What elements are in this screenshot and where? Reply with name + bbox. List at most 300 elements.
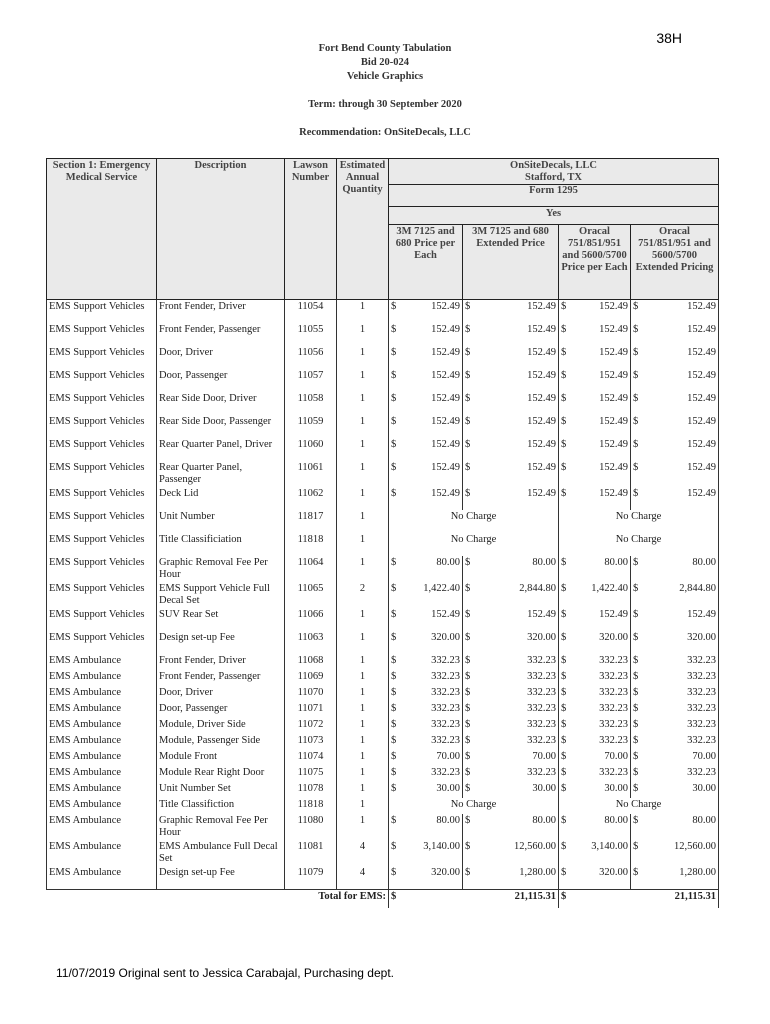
amount: 1,280.00 (679, 867, 716, 878)
row-3m-each (389, 582, 463, 608)
currency-symbol: $ (633, 347, 639, 358)
row-3m-ext (463, 782, 559, 798)
amount: 332.23 (527, 719, 556, 730)
table-row (47, 608, 719, 631)
row-quantity: 1 (337, 300, 389, 324)
row-no-charge-3m: No Charge (389, 798, 559, 814)
currency-symbol: $ (465, 735, 471, 746)
table-row (47, 582, 719, 608)
currency-symbol: $ (633, 632, 639, 643)
row-description: SUV Rear Set (157, 608, 285, 631)
row-lawson: 11075 (285, 766, 337, 782)
currency-symbol: $ (391, 557, 397, 568)
currency-symbol: $ (561, 891, 567, 902)
row-description: Title Classificiation (157, 533, 285, 556)
currency-symbol: $ (561, 557, 567, 568)
row-description: Graphic Removal Fee Per Hour (157, 814, 285, 840)
col-description-header: Description (157, 159, 285, 300)
amount: 332.23 (599, 703, 628, 714)
row-3m-ext (463, 840, 559, 866)
currency-symbol: $ (391, 439, 397, 450)
row-description: Graphic Removal Fee Per Hour (157, 556, 285, 582)
row-3m-each (389, 654, 463, 670)
row-no-charge-oracal: No Charge (559, 533, 719, 556)
row-3m-ext (463, 461, 559, 487)
vendor-city: Stafford, TX (525, 172, 582, 183)
table-row (47, 323, 719, 346)
row-section: EMS Ambulance (47, 782, 157, 798)
row-section: EMS Ambulance (47, 686, 157, 702)
row-quantity: 1 (337, 631, 389, 654)
row-oracal-each (559, 556, 631, 582)
currency-symbol: $ (633, 488, 639, 499)
row-oracal-each (559, 415, 631, 438)
amount: 152.49 (687, 609, 716, 620)
row-3m-ext (463, 392, 559, 415)
row-oracal-each (559, 686, 631, 702)
row-lawson: 11818 (285, 533, 337, 556)
currency-symbol: $ (561, 671, 567, 682)
row-description: Deck Lid (157, 487, 285, 510)
currency-symbol: $ (561, 583, 567, 594)
row-no-charge-3m: No Charge (389, 510, 559, 533)
row-3m-each (389, 487, 463, 510)
table-row (47, 300, 719, 324)
amount: 152.49 (687, 301, 716, 312)
currency-symbol: $ (561, 867, 567, 878)
total-label: Total for EMS: (47, 890, 389, 909)
row-lawson: 11064 (285, 556, 337, 582)
row-oracal-ext (631, 487, 719, 510)
row-quantity: 1 (337, 702, 389, 718)
row-lawson: 11070 (285, 686, 337, 702)
table-row (47, 718, 719, 734)
currency-symbol: $ (391, 609, 397, 620)
currency-symbol: $ (561, 439, 567, 450)
row-oracal-each (559, 631, 631, 654)
currency-symbol: $ (391, 867, 397, 878)
row-quantity: 1 (337, 766, 389, 782)
row-section: EMS Support Vehicles (47, 582, 157, 608)
row-3m-ext (463, 369, 559, 392)
row-lawson: 11071 (285, 702, 337, 718)
currency-symbol: $ (465, 324, 471, 335)
amount: 320.00 (431, 632, 460, 643)
row-3m-ext (463, 734, 559, 750)
table-row (47, 840, 719, 866)
row-oracal-ext (631, 631, 719, 654)
row-lawson: 11057 (285, 369, 337, 392)
currency-symbol: $ (391, 767, 397, 778)
currency-symbol: $ (465, 609, 471, 620)
row-oracal-each (559, 346, 631, 369)
row-lawson: 11054 (285, 300, 337, 324)
row-lawson: 11062 (285, 487, 337, 510)
row-description: Unit Number Set (157, 782, 285, 798)
row-section: EMS Support Vehicles (47, 323, 157, 346)
row-quantity: 1 (337, 392, 389, 415)
row-3m-each (389, 814, 463, 840)
table-row (47, 631, 719, 654)
currency-symbol: $ (633, 462, 639, 473)
amount: 152.49 (687, 370, 716, 381)
amount: 332.23 (527, 655, 556, 666)
currency-symbol: $ (561, 767, 567, 778)
table-row (47, 392, 719, 415)
col-lawson-header: Lawson Number (285, 159, 337, 300)
currency-symbol: $ (465, 687, 471, 698)
amount: 70.00 (604, 751, 628, 762)
amount: 70.00 (692, 751, 716, 762)
row-quantity: 1 (337, 670, 389, 686)
amount: 152.49 (431, 609, 460, 620)
document-header (0, 42, 770, 140)
row-quantity: 1 (337, 415, 389, 438)
currency-symbol: $ (391, 347, 397, 358)
currency-symbol: $ (391, 783, 397, 794)
amount: 332.23 (431, 655, 460, 666)
row-quantity: 1 (337, 487, 389, 510)
amount: 30.00 (604, 783, 628, 794)
currency-symbol: $ (561, 655, 567, 666)
amount: 332.23 (527, 687, 556, 698)
amount: 152.49 (431, 439, 460, 450)
row-description: EMS Ambulance Full Decal Set (157, 840, 285, 866)
row-lawson: 11078 (285, 782, 337, 798)
currency-symbol: $ (465, 767, 471, 778)
row-3m-each (389, 782, 463, 798)
row-quantity: 1 (337, 718, 389, 734)
row-oracal-each (559, 438, 631, 461)
form-label: Form 1295 (389, 184, 718, 197)
amount: 70.00 (532, 751, 556, 762)
table-row (47, 369, 719, 392)
amount: 332.23 (687, 687, 716, 698)
currency-symbol: $ (561, 370, 567, 381)
row-quantity: 1 (337, 438, 389, 461)
row-oracal-ext (631, 608, 719, 631)
table-row (47, 766, 719, 782)
row-oracal-each (559, 369, 631, 392)
row-quantity: 4 (337, 866, 389, 890)
row-description: Front Fender, Driver (157, 300, 285, 324)
table-row (47, 702, 719, 718)
total-3m (389, 890, 559, 909)
table-row (47, 654, 719, 670)
row-quantity: 1 (337, 686, 389, 702)
currency-symbol: $ (391, 324, 397, 335)
amount: 12,560.00 (674, 841, 716, 852)
row-description: Design set-up Fee (157, 631, 285, 654)
row-section: EMS Support Vehicles (47, 415, 157, 438)
row-3m-each (389, 670, 463, 686)
row-3m-ext (463, 702, 559, 718)
header-bid: Bid 20-024 (360, 57, 410, 68)
amount: 21,115.31 (514, 891, 556, 902)
row-section: EMS Support Vehicles (47, 346, 157, 369)
amount: 152.49 (687, 462, 716, 473)
currency-symbol: $ (391, 891, 397, 902)
row-description: Module, Driver Side (157, 718, 285, 734)
currency-symbol: $ (633, 687, 639, 698)
row-3m-each (389, 438, 463, 461)
currency-symbol: $ (465, 867, 471, 878)
row-section: EMS Ambulance (47, 798, 157, 814)
row-section: EMS Support Vehicles (47, 438, 157, 461)
row-section: EMS Ambulance (47, 734, 157, 750)
currency-symbol: $ (561, 815, 567, 826)
row-lawson: 11066 (285, 608, 337, 631)
row-3m-each (389, 346, 463, 369)
row-no-charge-oracal: No Charge (559, 798, 719, 814)
row-3m-each (389, 686, 463, 702)
amount: 332.23 (687, 703, 716, 714)
amount: 152.49 (431, 301, 460, 312)
col-oracal-ext-header: Oracal 751/851/951 and 5600/5700 Extended Pricing (631, 225, 719, 300)
amount: 332.23 (599, 655, 628, 666)
row-quantity: 1 (337, 608, 389, 631)
col-quantity-header: Estimated Annual Quantity (337, 159, 389, 300)
row-oracal-each (559, 300, 631, 324)
row-oracal-ext (631, 718, 719, 734)
currency-symbol: $ (465, 783, 471, 794)
amount: 30.00 (692, 783, 716, 794)
amount: 1,280.00 (519, 867, 556, 878)
currency-symbol: $ (465, 632, 471, 643)
currency-symbol: $ (391, 301, 397, 312)
row-description: Rear Side Door, Passenger (157, 415, 285, 438)
row-3m-ext (463, 608, 559, 631)
amount: 1,422.40 (423, 583, 460, 594)
amount: 152.49 (527, 370, 556, 381)
row-quantity: 1 (337, 461, 389, 487)
form-answer: Yes (389, 207, 719, 225)
row-3m-each (389, 392, 463, 415)
row-3m-ext (463, 438, 559, 461)
currency-symbol: $ (465, 488, 471, 499)
row-oracal-each (559, 840, 631, 866)
currency-symbol: $ (391, 583, 397, 594)
currency-symbol: $ (391, 393, 397, 404)
amount: 80.00 (436, 815, 460, 826)
currency-symbol: $ (633, 719, 639, 730)
currency-symbol: $ (465, 557, 471, 568)
row-description: Door, Driver (157, 346, 285, 369)
currency-symbol: $ (391, 671, 397, 682)
row-lawson: 11058 (285, 392, 337, 415)
row-description: Front Fender, Driver (157, 654, 285, 670)
amount: 152.49 (599, 324, 628, 335)
header-recommendation: Recommendation: OnSiteDecals, LLC (299, 127, 471, 138)
row-oracal-ext (631, 670, 719, 686)
table-row (47, 510, 719, 533)
row-lawson: 11060 (285, 438, 337, 461)
row-section: EMS Support Vehicles (47, 510, 157, 533)
table-row (47, 866, 719, 890)
table-row (47, 782, 719, 798)
row-lawson: 11065 (285, 582, 337, 608)
amount: 152.49 (431, 488, 460, 499)
table-row (47, 533, 719, 556)
row-no-charge-oracal: No Charge (559, 510, 719, 533)
amount: 152.49 (599, 462, 628, 473)
row-quantity: 1 (337, 750, 389, 766)
row-description: Door, Passenger (157, 702, 285, 718)
amount: 152.49 (687, 347, 716, 358)
total-oracal (559, 890, 719, 909)
table-row (47, 415, 719, 438)
row-3m-ext (463, 866, 559, 890)
amount: 152.49 (527, 301, 556, 312)
amount: 320.00 (527, 632, 556, 643)
row-3m-each (389, 556, 463, 582)
row-oracal-ext (631, 346, 719, 369)
amount: 332.23 (431, 719, 460, 730)
row-oracal-each (559, 750, 631, 766)
header-county: Fort Bend County Tabulation (318, 43, 452, 54)
row-oracal-each (559, 766, 631, 782)
currency-symbol: $ (633, 703, 639, 714)
currency-symbol: $ (391, 751, 397, 762)
row-3m-each (389, 866, 463, 890)
currency-symbol: $ (391, 488, 397, 499)
row-quantity: 1 (337, 654, 389, 670)
row-lawson: 11068 (285, 654, 337, 670)
row-lawson: 11056 (285, 346, 337, 369)
currency-symbol: $ (633, 767, 639, 778)
amount: 80.00 (692, 557, 716, 568)
vendor-header (389, 159, 719, 207)
row-3m-each (389, 631, 463, 654)
row-oracal-each (559, 323, 631, 346)
row-description: Module, Passenger Side (157, 734, 285, 750)
header-term: Term: through 30 September 2020 (308, 99, 462, 110)
row-3m-ext (463, 346, 559, 369)
amount: 80.00 (604, 557, 628, 568)
currency-symbol: $ (465, 416, 471, 427)
row-section: EMS Support Vehicles (47, 533, 157, 556)
amount: 152.49 (599, 301, 628, 312)
row-3m-each (389, 608, 463, 631)
currency-symbol: $ (633, 815, 639, 826)
amount: 320.00 (599, 632, 628, 643)
col-section-header: Section 1: Emergency Medical Service (47, 159, 157, 300)
currency-symbol: $ (561, 301, 567, 312)
row-3m-ext (463, 487, 559, 510)
row-3m-each (389, 840, 463, 866)
amount: 332.23 (599, 767, 628, 778)
currency-symbol: $ (391, 655, 397, 666)
row-section: EMS Support Vehicles (47, 300, 157, 324)
row-oracal-each (559, 654, 631, 670)
row-quantity: 1 (337, 814, 389, 840)
row-lawson: 11817 (285, 510, 337, 533)
currency-symbol: $ (633, 735, 639, 746)
row-oracal-ext (631, 782, 719, 798)
currency-symbol: $ (465, 719, 471, 730)
row-3m-ext (463, 766, 559, 782)
row-3m-ext (463, 415, 559, 438)
currency-symbol: $ (633, 671, 639, 682)
row-description: Module Front (157, 750, 285, 766)
currency-symbol: $ (561, 462, 567, 473)
currency-symbol: $ (633, 301, 639, 312)
table-row (47, 686, 719, 702)
row-quantity: 1 (337, 510, 389, 533)
amount: 332.23 (687, 735, 716, 746)
currency-symbol: $ (561, 347, 567, 358)
row-section: EMS Support Vehicles (47, 487, 157, 510)
amount: 152.49 (431, 370, 460, 381)
amount: 12,560.00 (514, 841, 556, 852)
row-3m-ext (463, 323, 559, 346)
row-oracal-ext (631, 438, 719, 461)
row-3m-each (389, 300, 463, 324)
row-quantity: 1 (337, 734, 389, 750)
amount: 152.49 (599, 416, 628, 427)
currency-symbol: $ (633, 324, 639, 335)
row-oracal-ext (631, 866, 719, 890)
tabulation-table (46, 158, 719, 908)
table-row (47, 438, 719, 461)
row-section: EMS Support Vehicles (47, 556, 157, 582)
amount: 152.49 (599, 393, 628, 404)
currency-symbol: $ (391, 370, 397, 381)
row-description: Design set-up Fee (157, 866, 285, 890)
currency-symbol: $ (633, 370, 639, 381)
row-3m-each (389, 766, 463, 782)
currency-symbol: $ (633, 583, 639, 594)
row-oracal-ext (631, 461, 719, 487)
row-quantity: 1 (337, 533, 389, 556)
row-oracal-each (559, 487, 631, 510)
currency-symbol: $ (391, 687, 397, 698)
amount: 30.00 (532, 783, 556, 794)
row-oracal-ext (631, 686, 719, 702)
currency-symbol: $ (465, 583, 471, 594)
table-row (47, 556, 719, 582)
amount: 332.23 (431, 735, 460, 746)
row-oracal-each (559, 718, 631, 734)
amount: 320.00 (431, 867, 460, 878)
table-row (47, 670, 719, 686)
currency-symbol: $ (633, 439, 639, 450)
currency-symbol: $ (561, 783, 567, 794)
amount: 152.49 (687, 439, 716, 450)
amount: 332.23 (687, 671, 716, 682)
row-3m-ext (463, 718, 559, 734)
row-3m-each (389, 750, 463, 766)
row-oracal-ext (631, 766, 719, 782)
row-lawson: 11059 (285, 415, 337, 438)
currency-symbol: $ (633, 867, 639, 878)
row-lawson: 11079 (285, 866, 337, 890)
table-row (47, 461, 719, 487)
amount: 332.23 (527, 767, 556, 778)
row-oracal-each (559, 782, 631, 798)
row-oracal-ext (631, 300, 719, 324)
row-lawson: 11072 (285, 718, 337, 734)
amount: 332.23 (527, 703, 556, 714)
currency-symbol: $ (465, 370, 471, 381)
row-oracal-ext (631, 734, 719, 750)
currency-symbol: $ (391, 719, 397, 730)
row-quantity: 1 (337, 346, 389, 369)
row-description: Unit Number (157, 510, 285, 533)
amount: 2,844.80 (519, 583, 556, 594)
amount: 152.49 (431, 462, 460, 473)
currency-symbol: $ (391, 735, 397, 746)
